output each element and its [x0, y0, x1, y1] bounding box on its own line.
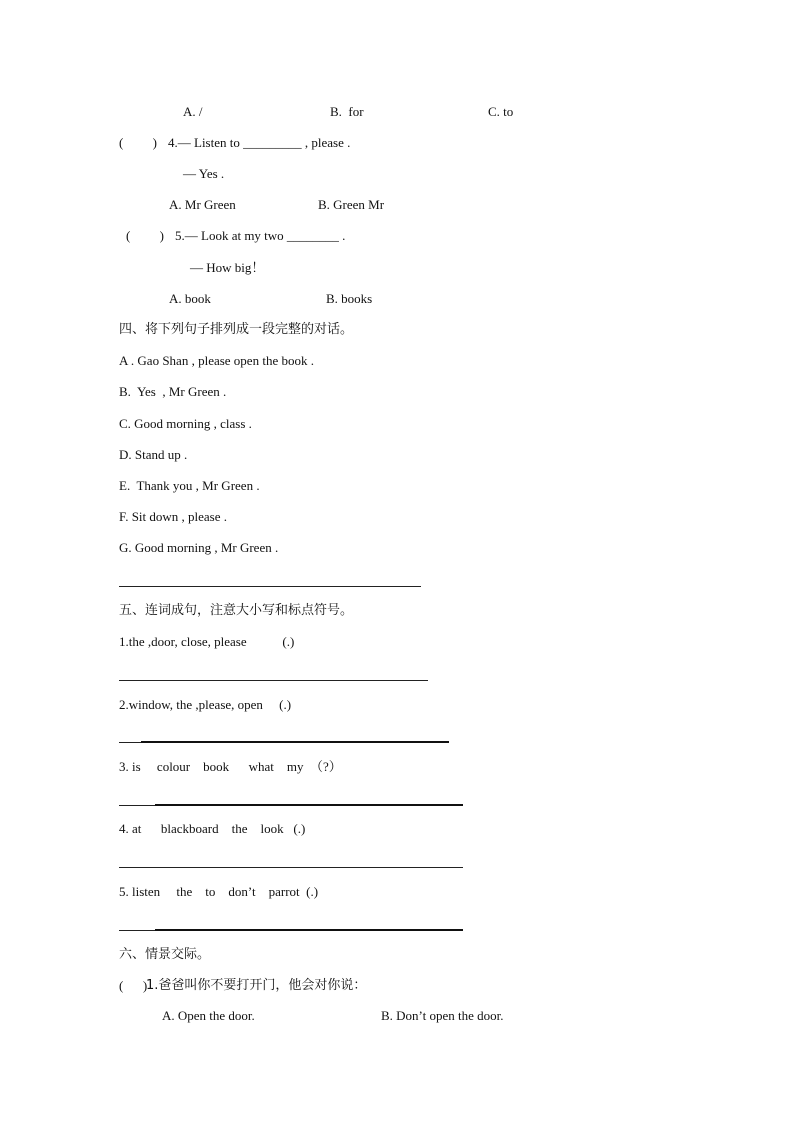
section6-q1-option-a: A. Open the door. — [162, 1008, 255, 1023]
section5-answer-line-2[interactable] — [141, 741, 449, 743]
section4-heading: 四、将下列句子排列成一段完整的对话。 — [119, 322, 354, 337]
section5-item-3: 3. is colour book what my （?） — [119, 759, 342, 774]
q4-answer-paren[interactable]: ( ) — [119, 135, 157, 150]
q5-option-b: B. books — [326, 291, 373, 306]
section6-q1-option-b: B. Don’t open the door. — [381, 1008, 504, 1023]
section4-item-f: F. Sit down , please . — [119, 509, 228, 524]
section6-heading: 六、情景交际。 — [119, 947, 211, 962]
section5-item-1: 1.the ,door, close, please (.) — [119, 634, 295, 649]
q5-reply: — How big！ — [190, 260, 265, 275]
section5-answer-line-1[interactable] — [119, 680, 428, 681]
section5-item-4: 4. at blackboard the look (.) — [119, 821, 306, 836]
q5-answer-paren[interactable]: ( ) — [126, 228, 164, 243]
section5-answer-line-5[interactable] — [155, 929, 463, 931]
section4-item-c: C. Good morning , class . — [119, 416, 252, 431]
q4-option-a: A. Mr Green — [169, 197, 236, 212]
section5-answer-line-3-lead — [119, 805, 155, 806]
q5-prompt: 5.— Look at my two ________ . — [175, 228, 346, 243]
section4-answer-line[interactable] — [119, 586, 421, 587]
q4-reply: — Yes . — [183, 166, 225, 181]
section6-q1-answer-paren[interactable]: ( ) — [119, 978, 148, 993]
section4-item-a: A . Gao Shan , please open the book . — [119, 353, 314, 368]
section4-item-b: B. Yes , Mr Green . — [119, 384, 227, 399]
section5-item-2: 2.window, the ,please, open (.) — [119, 697, 292, 712]
section5-answer-line-3[interactable] — [155, 804, 463, 806]
section5-answer-line-2-lead — [119, 742, 141, 743]
q4-prompt: 4.— Listen to _________ , please . — [168, 135, 351, 150]
section5-item-5: 5. listen the to don’t parrot (.) — [119, 884, 319, 899]
section4-item-d: D. Stand up . — [119, 447, 188, 462]
q3-option-c: C. to — [488, 104, 514, 119]
q3-option-a: A. / — [183, 104, 203, 119]
section5-answer-line-5-lead — [119, 930, 155, 931]
section5-answer-line-4[interactable] — [119, 867, 463, 868]
q5-option-a: A. book — [169, 291, 211, 306]
section5-heading: 五、连词成句，注意大小写和标点符号。 — [119, 603, 354, 618]
section4-item-g: G. Good morning , Mr Green . — [119, 540, 279, 555]
q3-option-b: B. for — [330, 104, 364, 119]
q4-option-b: B. Green Mr — [318, 197, 385, 212]
section4-item-e: E. Thank you , Mr Green . — [119, 478, 260, 493]
section6-q1-prompt: 1.爸爸叫你不要打开门，他会对你说： — [146, 978, 367, 993]
